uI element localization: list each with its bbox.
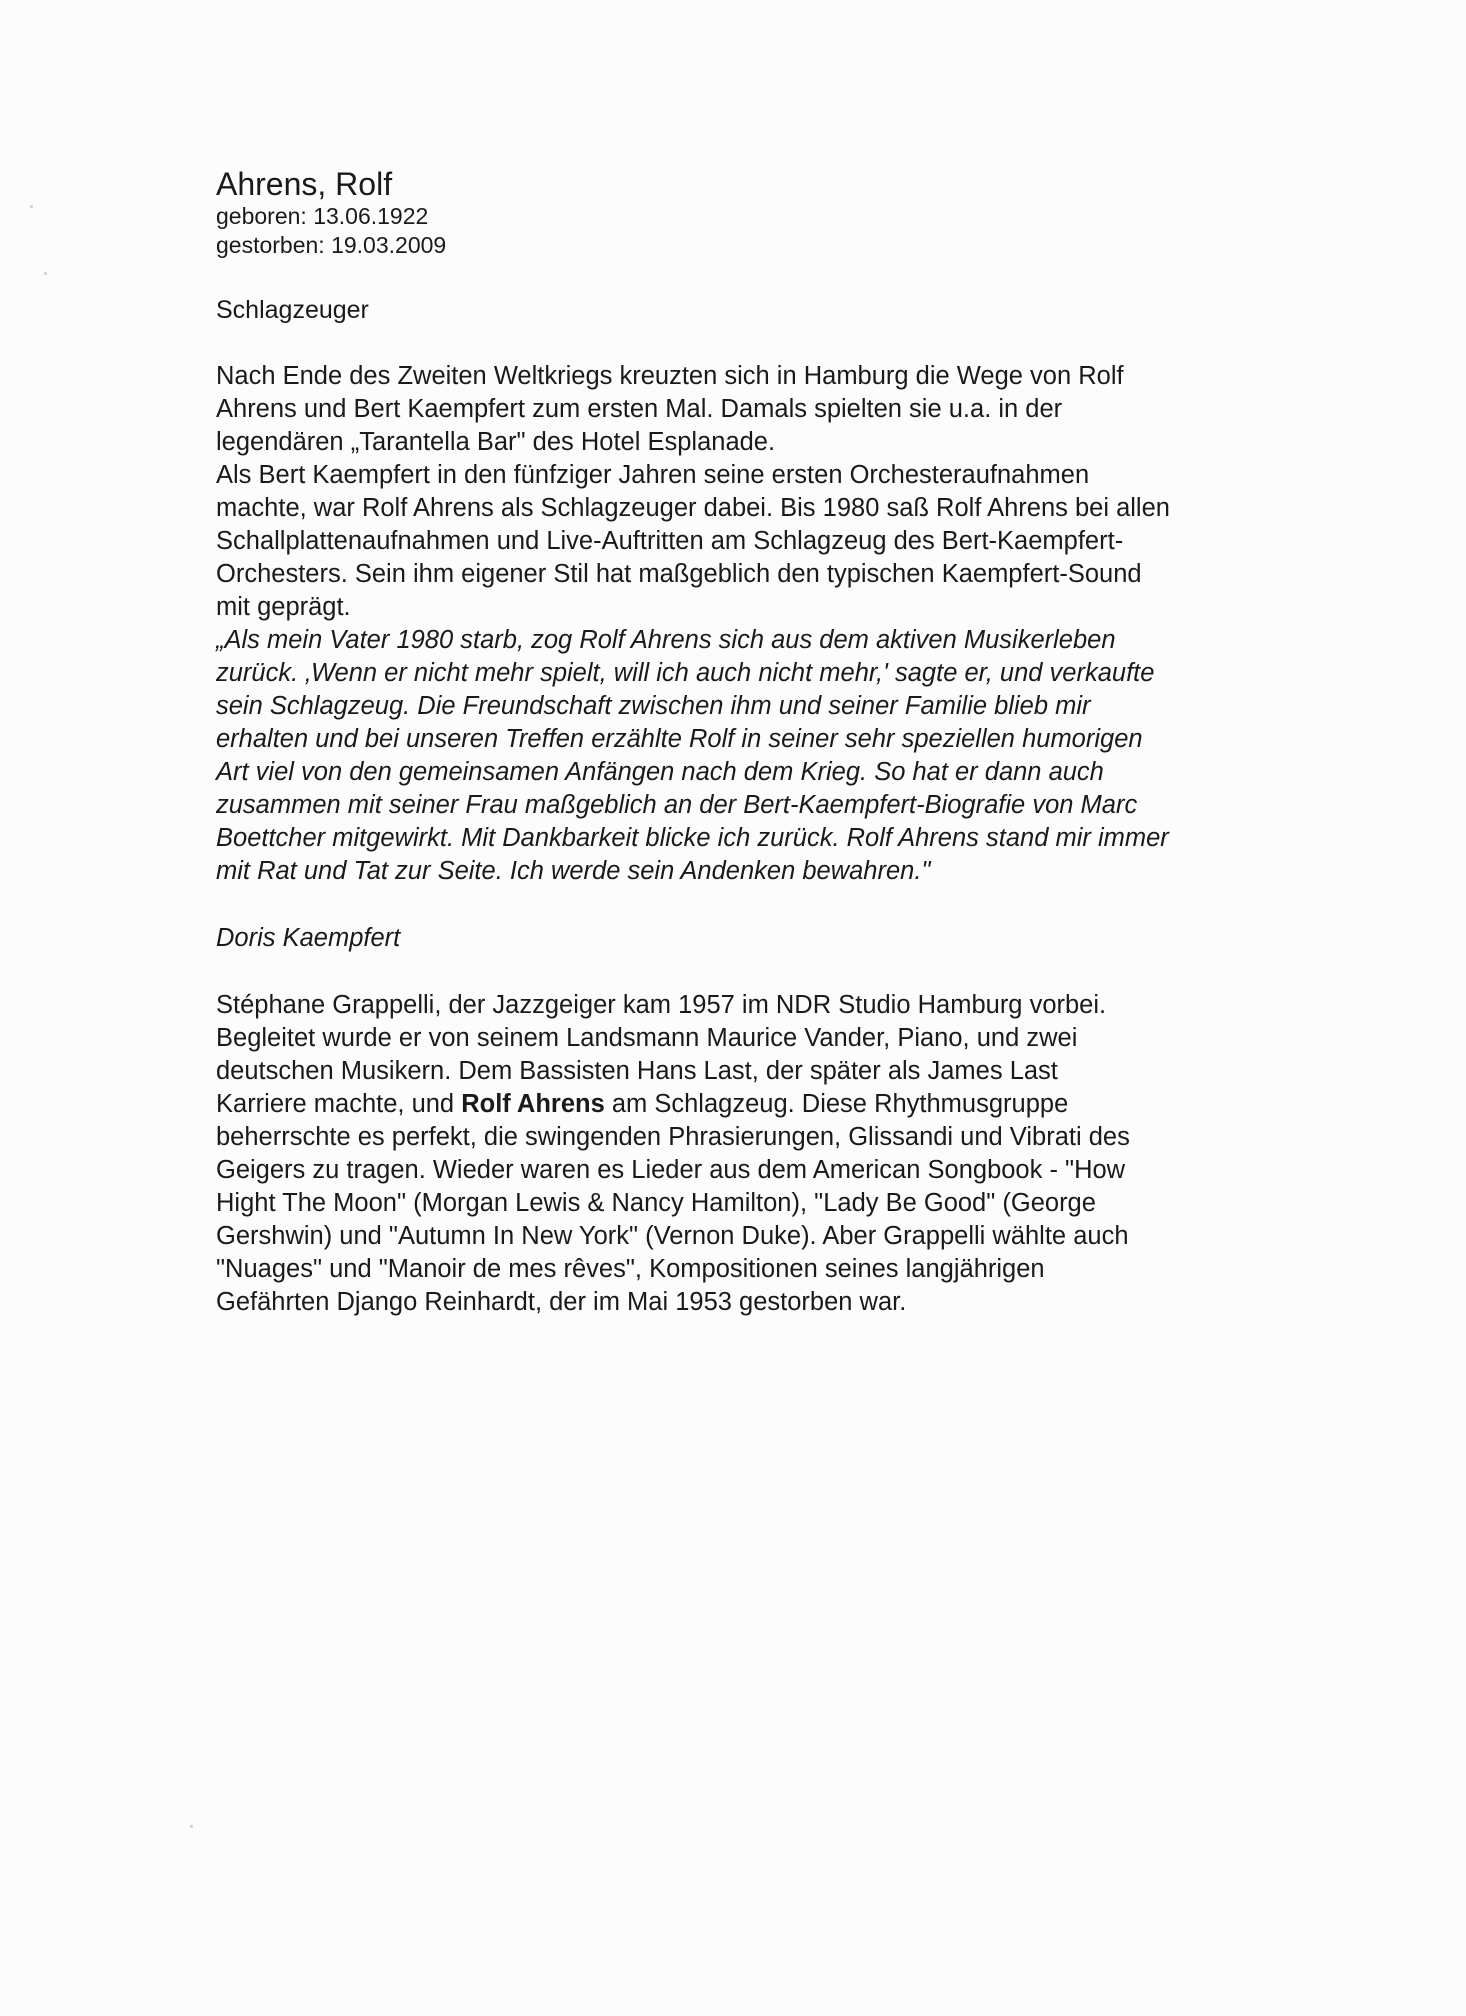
grappelli-line: beherrschte es perfekt, die swingenden Phrasierungen, Glissandi und Vibrati des [216, 1123, 1130, 1151]
bio-line: Schallplattenaufnahmen und Live-Auftritten am Schlagzeug des Bert-Kaempfert- [216, 527, 1124, 555]
grappelli-text: Karriere machte, und [216, 1090, 462, 1118]
quote-line: Boettcher mitgewirkt. Mit Dankbarkeit blicke ich zurück. Rolf Ahrens stand mir immer [216, 824, 1169, 852]
quote-line: Art viel von den gemeinsamen Anfängen nach dem Krieg. So hat er dann auch [216, 758, 1104, 786]
grappelli-line: deutschen Musikern. Dem Bassisten Hans Last, der später als James Last [216, 1057, 1058, 1085]
quote-line: zurück. ‚Wenn er nicht mehr spielt, will ich auch nicht mehr,' sagte er, und verkaufte [216, 659, 1155, 687]
quote-line: sein Schlagzeug. Die Freundschaft zwischen ihm und seiner Familie blieb mir [216, 692, 1091, 720]
profession: Schlagzeuger [216, 296, 369, 324]
bold-name: Rolf Ahrens [461, 1090, 605, 1118]
grappelli-line: "Nuages" und "Manoir de mes rêves", Kompositionen seines langjährigen [216, 1255, 1045, 1283]
grappelli-line: Stéphane Grappelli, der Jazzgeiger kam 1957 im NDR Studio Hamburg vorbei. [216, 991, 1107, 1019]
scan-speck [30, 205, 33, 208]
bio-line: machte, war Rolf Ahrens als Schlagzeuger dabei. Bis 1980 saß Rolf Ahrens bei allen [216, 494, 1170, 522]
quote-line: mit Rat und Tat zur Seite. Ich werde sein Andenken bewahren." [216, 857, 931, 885]
grappelli-line: Gershwin) und "Autumn In New York" (Vernon Duke). Aber Grappelli wählte auch [216, 1222, 1129, 1250]
bio-line: Orchesters. Sein ihm eigener Stil hat maßgeblich den typischen Kaempfert-Sound [216, 560, 1142, 588]
grappelli-line [216, 1088, 1336, 1121]
quote-line: „Als mein Vater 1980 starb, zog Rolf Ahrens sich aus dem aktiven Musikerleben [216, 626, 1116, 654]
scan-speck [190, 1825, 193, 1828]
biography-section [216, 360, 1336, 888]
grappelli-line: Begleitet wurde er von seinem Landsmann Maurice Vander, Piano, und zwei [216, 1024, 1078, 1052]
person-name: Ahrens, Rolf [216, 166, 393, 202]
quote-signature: Doris Kaempfert [216, 924, 401, 952]
bio-line: Nach Ende des Zweiten Weltkriegs kreuzten sich in Hamburg die Wege von Rolf [216, 362, 1124, 390]
quote-line: zusammen mit seiner Frau maßgeblich an der Bert-Kaempfert-Biografie von Marc [216, 791, 1138, 819]
grappelli-line: Geigers zu tragen. Wieder waren es Lieder aus dem American Songbook - "How [216, 1156, 1126, 1184]
grappelli-line: Hight The Moon" (Morgan Lewis & Nancy Hamilton), "Lady Be Good" (George [216, 1189, 1096, 1217]
scan-speck [44, 272, 47, 275]
bio-line: Ahrens und Bert Kaempfert zum ersten Mal. Damals spielten sie u.a. in der [216, 395, 1063, 423]
grappelli-text: am Schlagzeug. Diese Rhythmusgruppe [604, 1090, 1069, 1118]
bio-line: legendären „Tarantella Bar" des Hotel Esplanade. [216, 428, 776, 456]
document-body [216, 166, 1336, 1319]
quote-line: erhalten und bei unseren Treffen erzählte Rolf in seiner sehr speziellen humorigen [216, 725, 1143, 753]
bio-line: Als Bert Kaempfert in den fünfziger Jahren seine ersten Orchesteraufnahmen [216, 461, 1090, 489]
birth-date: geboren: 13.06.1922 [216, 203, 429, 229]
grappelli-line: Gefährten Django Reinhardt, der im Mai 1953 gestorben war. [216, 1288, 907, 1316]
grappelli-section [216, 989, 1336, 1319]
bio-line: mit geprägt. [216, 593, 351, 621]
death-date: gestorben: 19.03.2009 [216, 232, 447, 258]
